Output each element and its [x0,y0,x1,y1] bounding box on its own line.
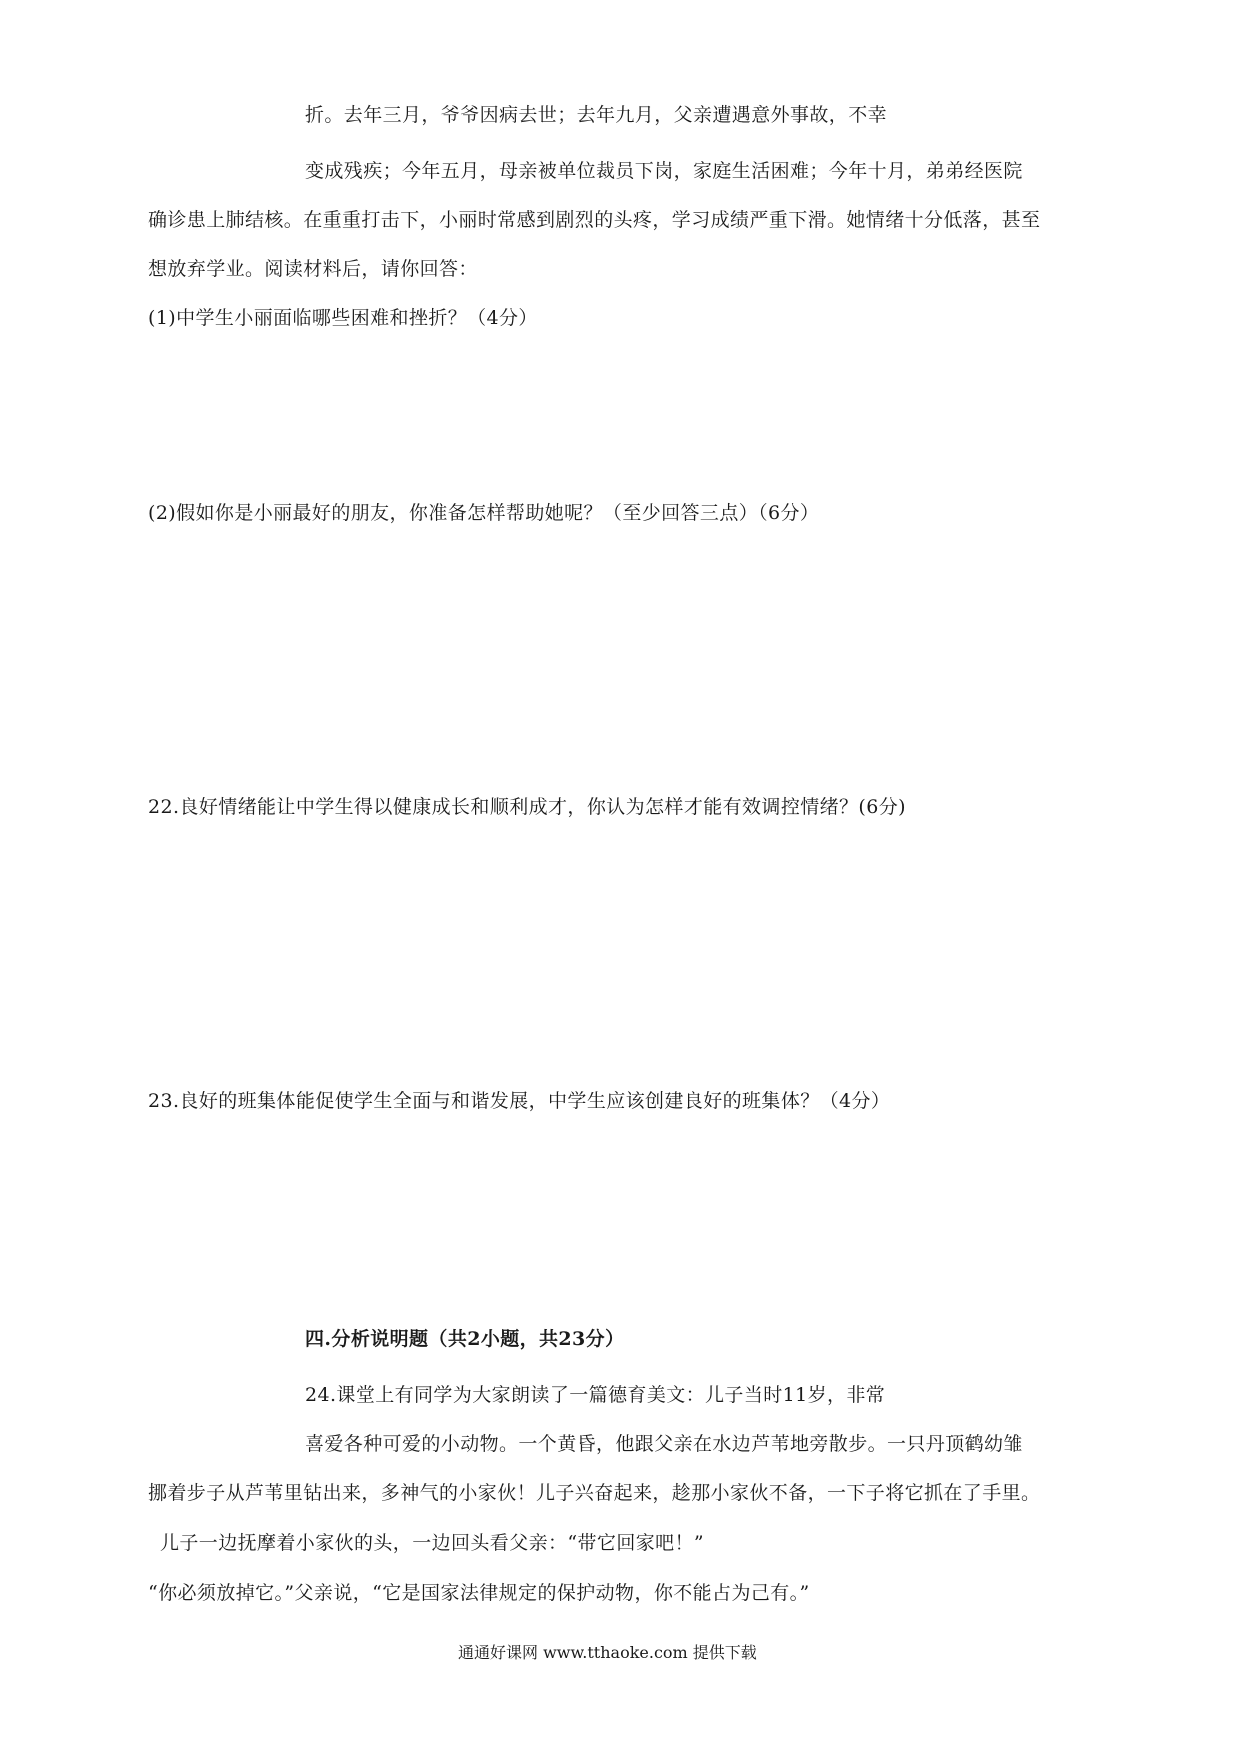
question-24-line-3: 挪着步子从芦苇里钻出来，多神气的小家伙！儿子兴奋起来，趁那小家伙不备，一下子将它抓在了手里。 [148,1482,1041,1504]
material-line-4: 想放弃学业。阅读材料后，请你回答： [148,258,478,280]
question-23: 23.良好的班集体能促使学生全面与和谐发展，中学生应该创建良好的班集体？（4分） [148,1090,891,1112]
material-line-2: 变成残疾；今年五月，母亲被单位裁员下岗，家庭生活困难；今年十月，弟弟经医院 [305,160,1023,182]
material-line-1: 折。去年三月，爷爷因病去世；去年九月，父亲遭遇意外事故，不幸 [305,104,888,126]
section-4-heading: 四.分析说明题（共2小题，共23分） [305,1328,625,1350]
page-footer: 通通好课网 www.tthaoke.com 提供下载 [458,1643,757,1662]
question-21-1: (1)中学生小丽面临哪些困难和挫折？（4分） [148,307,538,329]
question-21-2: (2)假如你是小丽最好的朋友，你准备怎样帮助她呢？（至少回答三点）（6分） [148,502,820,524]
question-24-line-5: “你必须放掉它。”父亲说，“它是国家法律规定的保护动物，你不能占为己有。” [148,1582,810,1604]
question-24-line-1: 24.课堂上有同学为大家朗读了一篇德育美文：儿子当时11岁，非常 [305,1384,886,1406]
material-line-3: 确诊患上肺结核。在重重打击下，小丽时常感到剧烈的头疼，学习成绩严重下滑。她情绪十分低落，甚至 [148,209,1041,231]
question-22: 22.良好情绪能让中学生得以健康成长和顺利成才，你认为怎样才能有效调控情绪？(6分) [148,796,906,818]
question-24-line-4: 儿子一边抚摩着小家伙的头，一边回头看父亲：“带它回家吧！” [160,1532,705,1554]
question-24-line-2: 喜爱各种可爱的小动物。一个黄昏，他跟父亲在水边芦苇地旁散步。一只丹顶鹤幼雏 [305,1433,1023,1455]
